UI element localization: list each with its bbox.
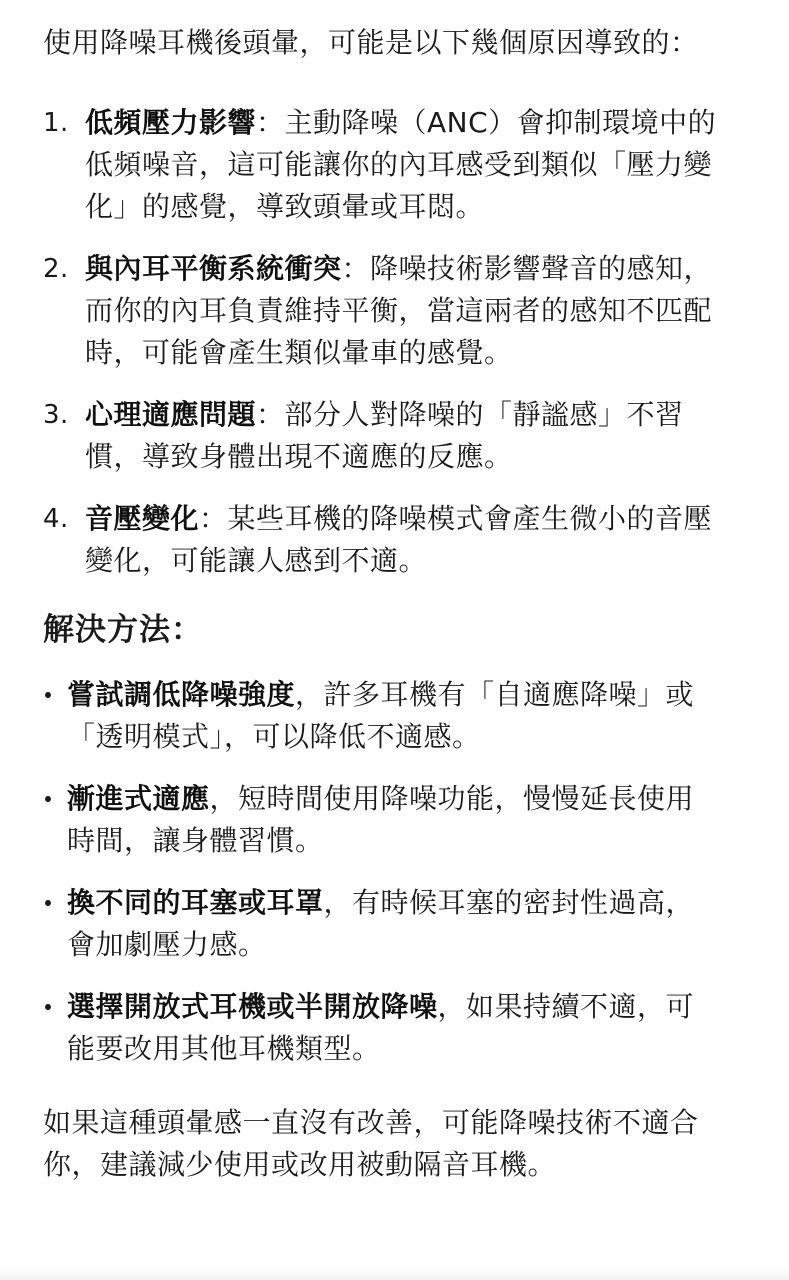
cause-title: 與內耳平衡系統衝突 (85, 252, 342, 285)
outro-paragraph: 如果這種頭暈感一直沒有改善，可能降噪技術不適合你，建議減少使用或改用被動隔音耳機。 (43, 1106, 699, 1181)
intro-paragraph: 使用降噪耳機後頭暈，可能是以下幾個原因導致的： (43, 26, 699, 59)
cause-text: ：降噪技術影響聲音的感知，而你的內耳負責維持平衡，當這兩者的感知不匹配時，可能會產生類似暈車的感覺。 (85, 252, 713, 369)
solution-title: 嘗試調低降噪強度 (67, 678, 296, 711)
list-number: 3. (43, 400, 69, 430)
solution-text: ，許多耳機有「自適應降噪」或「透明模式」，可以降低不適感。 (67, 678, 695, 753)
list-item (43, 248, 719, 374)
causes-list (43, 102, 719, 582)
solution-title: 換不同的耳塞或耳罩 (67, 886, 324, 919)
list-number: 2. (43, 254, 69, 284)
list-item (43, 498, 719, 582)
cause-title: 心理適應問題 (85, 398, 257, 431)
list-number: 1. (43, 108, 69, 138)
list-item (43, 778, 719, 862)
solutions-list (43, 674, 719, 1070)
bullet-dot-icon (45, 796, 51, 802)
list-item (43, 986, 719, 1070)
solution-text: ，短時間使用降噪功能，慢慢延長使用時間，讓身體習慣。 (67, 782, 695, 857)
solution-title: 選擇開放式耳機或半開放降噪 (67, 990, 438, 1023)
solution-text: ，如果持續不適，可能要改用其他耳機類型。 (67, 990, 695, 1065)
list-item (43, 674, 719, 758)
list-item (43, 394, 719, 478)
solution-title: 漸進式適應 (67, 782, 210, 815)
cause-title: 低頻壓力影響 (85, 106, 257, 139)
bullet-dot-icon (45, 900, 51, 906)
bottom-fade (0, 1266, 789, 1280)
bullet-dot-icon (45, 1004, 51, 1010)
cause-text: ：部分人對降噪的「靜謐感」不習慣，導致身體出現不適應的反應。 (85, 398, 684, 473)
list-number: 4. (43, 504, 69, 534)
cause-text: ：某些耳機的降噪模式會產生微小的音壓變化，可能讓人感到不適。 (85, 502, 713, 577)
list-item (43, 882, 719, 966)
solutions-heading: 解決方法： (43, 612, 203, 648)
solution-text: ，有時候耳塞的密封性過高，會加劇壓力感。 (67, 886, 695, 961)
cause-title: 音壓變化 (85, 502, 200, 535)
list-item (43, 102, 719, 228)
bullet-dot-icon (45, 692, 51, 698)
cause-text: ：主動降噪（ANC）會抑制環境中的低頻噪音，這可能讓你的內耳感受到類似「壓力變化」的感覺，導致頭暈或耳悶。 (85, 106, 717, 223)
